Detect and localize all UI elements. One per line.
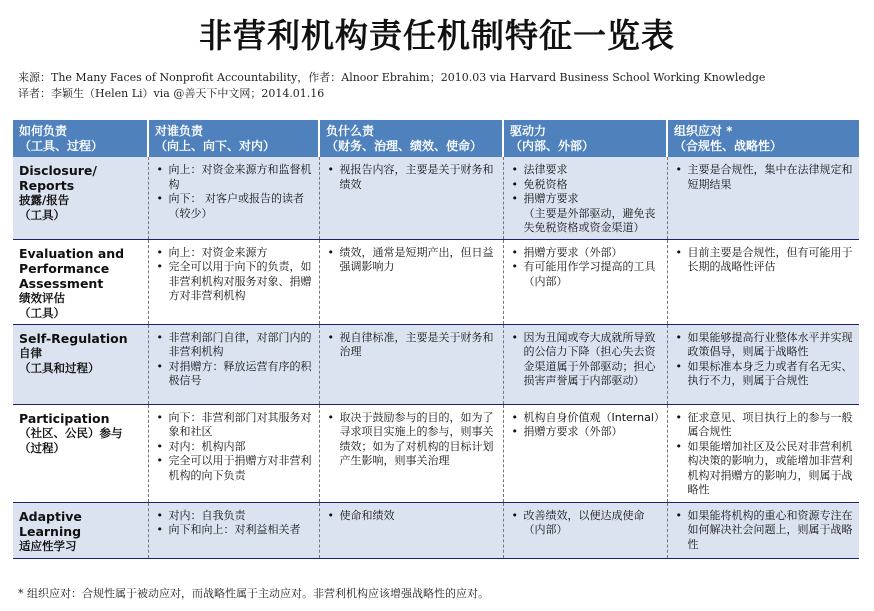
table-row	[13, 157, 859, 239]
to-whom-cell	[148, 404, 319, 502]
drivers-note: （主要是外部驱动，避免丧失免税资格或资金渠道）	[523, 206, 656, 235]
mechanism-cell: Self-Regulation 自律 （工具和过程）	[13, 324, 148, 404]
table-row	[13, 239, 859, 324]
for-what-cell	[319, 404, 503, 502]
drivers-cell	[503, 157, 667, 239]
list-item: • 有可能用作学习提高的工具（内部）	[524, 260, 662, 289]
header-to-whom: 对谁负责 （向上、向下、对内）	[148, 120, 319, 157]
for-what-cell	[319, 502, 503, 558]
list-item: • 捐赠方要求（外部）	[524, 425, 662, 440]
list-item: • 如果标准本身乏力或者有名无实、执行不力，则属于合规性	[688, 360, 855, 389]
to-whom-cell	[148, 502, 319, 558]
list-item: • 向下： 对客户或报告的读者（较少）	[169, 192, 314, 221]
list-item: • 向下：非营利部门对其服务对象和社区	[169, 411, 314, 440]
mechanism-cell: Disclosure/ Reports 披露/报告 （工具）	[13, 157, 148, 239]
to-whom-cell	[148, 239, 319, 324]
list-item: • 主要是合规性，集中在法律规定和短期结果	[688, 163, 855, 192]
list-item: • 完全可以用于向下的负责，如非营利机构对服务对象、捐赠方对非营利机构	[169, 260, 314, 304]
drivers-cell	[503, 502, 667, 558]
list-item: • 对捐赠方：释放运营有序的积极信号	[169, 360, 314, 389]
header-response: 组织应对 * （合规性、战略性）	[667, 120, 859, 157]
table-row	[13, 502, 859, 558]
table-row	[13, 404, 859, 502]
list-item: • 非营利部门自律，对部门内的非营利机构	[169, 331, 314, 360]
translator-line: 译者：李颖生（Helen Li）via @善天下中文网；2014.01.16	[18, 87, 325, 100]
list-item: • 机构自身价值观（Internal）	[524, 411, 662, 426]
header-for-what: 负什么责 （财务、治理、绩效、使命）	[319, 120, 503, 157]
page-title: 非营利机构责任机制特征一览表	[199, 16, 675, 55]
for-what-cell	[319, 157, 503, 239]
to-whom-cell	[148, 324, 319, 404]
list-item: • 使命和绩效	[340, 509, 498, 524]
accountability-table	[13, 120, 859, 559]
list-item: • 如果能增加社区及公民对非营利机构决策的影响力，或能增加非营利机构对捐赠方的影响力，则属于战略性	[688, 440, 855, 498]
list-item: • 向下和向上：对利益相关者	[169, 523, 314, 538]
list-item: • 向上：对资金来源方和监督机构	[169, 163, 314, 192]
for-what-cell	[319, 324, 503, 404]
to-whom-cell	[148, 157, 319, 239]
list-item: • 对内：自我负责	[169, 509, 314, 524]
list-item: • 完全可以用于捐赠方对非营利机构的向下负责	[169, 454, 314, 483]
table-header-row	[13, 120, 859, 157]
response-cell	[667, 157, 859, 239]
list-item: • 绩效，通常是短期产出，但日益强调影响力	[340, 246, 498, 275]
list-item: • 因为丑闻或夸大成就所导致的公信力下降（担心失去资金渠道属于外部驱动；担心损害声誉属于内部驱动）	[524, 331, 662, 389]
source-line: 来源：The Many Faces of Nonprofit Accountability，作者：Alnoor Ebrahim；2010.03 via Harvard Business School Working Knowledge	[18, 71, 766, 84]
header-drivers: 驱动力 （内部、外部）	[503, 120, 667, 157]
mechanism-cell: Evaluation and Performance Assessment 绩效评估 （工具）	[13, 239, 148, 324]
drivers-cell	[503, 324, 667, 404]
list-item: • 目前主要是合规性，但有可能用于长期的战略性评估	[688, 246, 855, 275]
list-item: • 改善绩效，以便达成使命（内部）	[524, 509, 662, 538]
list-item: • 免税资格	[524, 178, 662, 193]
list-item: • 向上：对资金来源方	[169, 246, 314, 261]
list-item: • 捐赠方要求	[524, 192, 662, 207]
table-row	[13, 324, 859, 404]
list-item: • 捐赠方要求（外部）	[524, 246, 662, 261]
list-item: • 如果能够提高行业整体水平并实现政策倡导，则属于战略性	[688, 331, 855, 360]
list-item: • 视报告内容，主要是关于财务和绩效	[340, 163, 498, 192]
list-item: • 对内：机构内部	[169, 440, 314, 455]
list-item: • 如果能将机构的重心和资源专注在如何解决社会问题上，则属于战略性	[688, 509, 855, 553]
footnote: * 组织应对：合规性属于被动应对，而战略性属于主动应对。非营利机构应该增强战略性的应对。	[18, 587, 489, 600]
drivers-cell	[503, 404, 667, 502]
response-cell	[667, 239, 859, 324]
mechanism-cell: Adaptive Learning 适应性学习	[13, 502, 148, 558]
list-item: • 取决于鼓励参与的目的，如为了寻求项目实施上的参与，则事关绩效；如为了对机构的目标计划产生影响，则事关治理	[340, 411, 498, 469]
mechanism-cell: Participation （社区、公民）参与 （过程）	[13, 404, 148, 502]
response-cell	[667, 404, 859, 502]
response-cell	[667, 502, 859, 558]
header-how: 如何负责 （工具、过程）	[13, 120, 148, 157]
list-item: • 法律要求	[524, 163, 662, 178]
for-what-cell	[319, 239, 503, 324]
response-cell	[667, 324, 859, 404]
list-item: • 征求意见、项目执行上的参与一般属合规性	[688, 411, 855, 440]
drivers-cell	[503, 239, 667, 324]
list-item: • 视自律标准，主要是关于财务和治理	[340, 331, 498, 360]
